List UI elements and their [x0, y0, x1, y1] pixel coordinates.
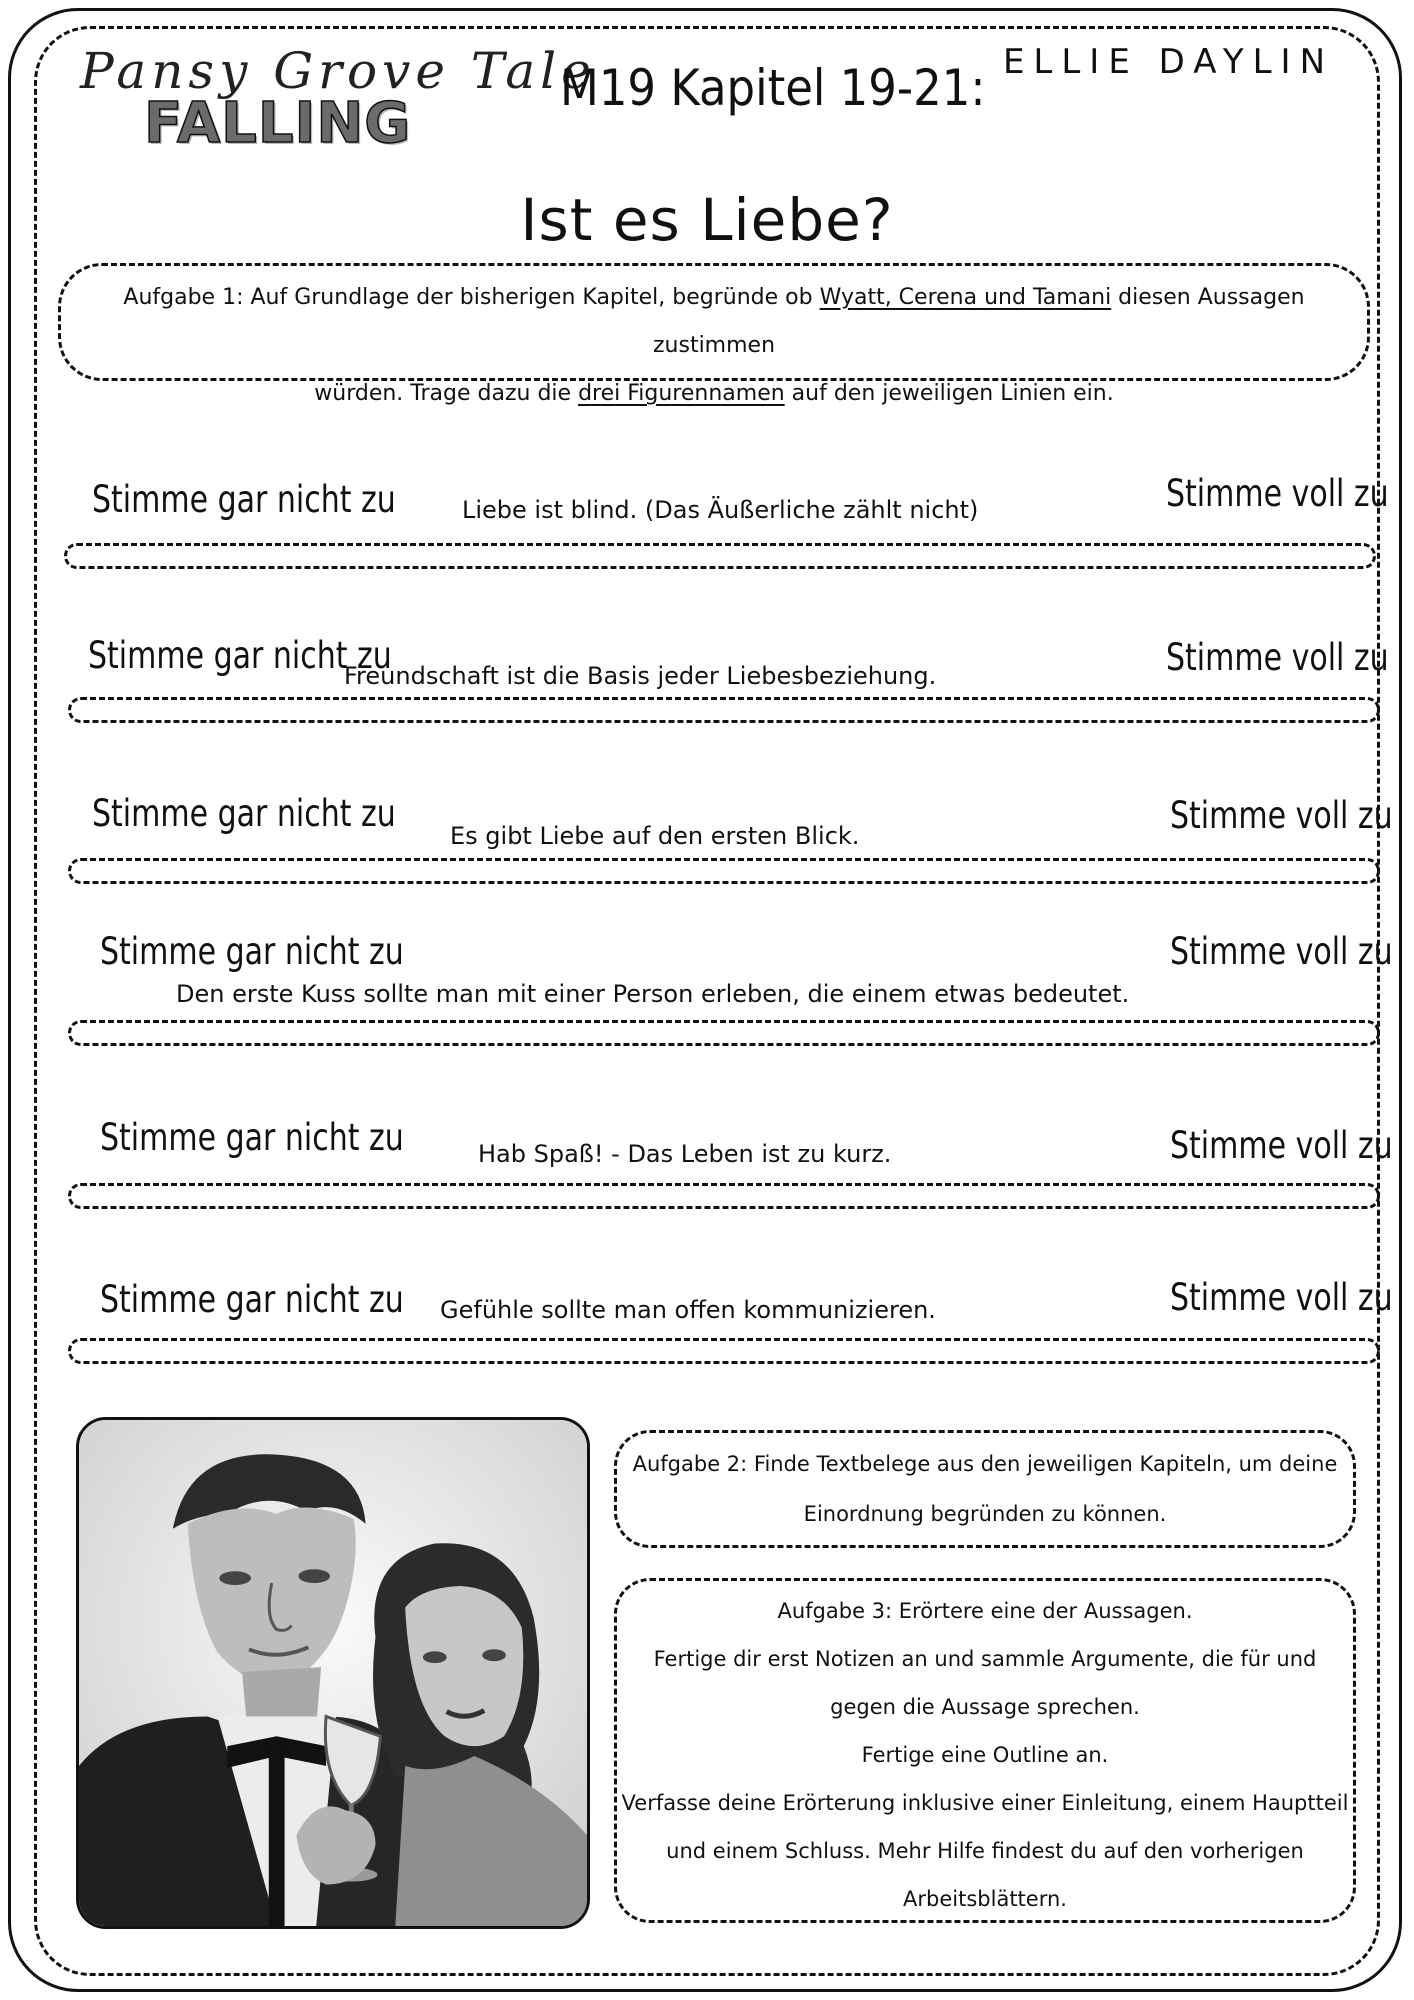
scale-left-label: Stimme gar nicht zu: [100, 930, 404, 974]
answer-line-6[interactable]: [68, 1338, 1380, 1364]
scale-right-label: Stimme voll zu: [1170, 1276, 1393, 1320]
task2-box: [614, 1430, 1356, 1548]
statement-2: Freundschaft ist die Basis jeder Liebesbeziehung.: [344, 662, 937, 690]
task3-line: Aufgabe 3: Erörtere eine der Aussagen.: [777, 1599, 1193, 1623]
task3-line: Fertige dir erst Notizen an und sammle Argumente, die für und: [653, 1647, 1317, 1671]
task1-text-part1: Aufgabe 1: Auf Grundlage der bisherigen Kapitel, begründe ob: [123, 285, 820, 310]
task1-text-part3: würden. Trage dazu die: [314, 381, 579, 406]
statement-5: Hab Spaß! - Das Leben ist zu kurz.: [478, 1140, 892, 1168]
couple-illustration: [76, 1417, 590, 1929]
statement-6: Gefühle sollte man offen kommunizieren.: [440, 1296, 936, 1324]
statement-1: Liebe ist blind. (Das Äußerliche zählt nicht): [462, 496, 979, 524]
statement-3: Es gibt Liebe auf den ersten Blick.: [450, 822, 860, 850]
task2-line: Einordnung begründen zu können.: [803, 1502, 1167, 1526]
answer-line-5[interactable]: [68, 1183, 1380, 1209]
task1-text-part2: diesen Aussagen zustimmen: [652, 285, 1305, 358]
task3-line: Verfasse deine Erörterung inklusive einer Einleitung, einem Hauptteil: [621, 1791, 1349, 1815]
scale-left-label: Stimme gar nicht zu: [100, 1116, 404, 1160]
task1-character-names: Wyatt, Cerena und Tamani: [819, 285, 1112, 310]
task3-line: gegen die Aussage sprechen.: [830, 1695, 1140, 1719]
page-title: Ist es Liebe?: [520, 186, 894, 254]
task3-line: Fertige eine Outline an.: [861, 1743, 1109, 1767]
task1-text-part4: auf den jeweiligen Linien ein.: [784, 381, 1114, 406]
logo-series-name: Pansy Grove Tale: [80, 42, 596, 100]
scale-left-label: Stimme gar nicht zu: [88, 634, 392, 678]
scale-right-label: Stimme voll zu: [1166, 636, 1389, 680]
task2-line: Aufgabe 2: Finde Textbelege aus den jeweiligen Kapiteln, um deine: [632, 1452, 1338, 1476]
scale-right-label: Stimme voll zu: [1170, 1124, 1393, 1168]
scale-left-label: Stimme gar nicht zu: [92, 792, 396, 836]
scale-right-label: Stimme voll zu: [1170, 794, 1393, 838]
task3-box: [614, 1578, 1356, 1923]
logo-title: FALLING: [144, 91, 412, 156]
answer-line-4[interactable]: [68, 1020, 1380, 1046]
scale-left-label: Stimme gar nicht zu: [92, 478, 396, 522]
answer-line-3[interactable]: [68, 858, 1380, 884]
task3-line: und einem Schluss. Mehr Hilfe findest du auf den vorherigen: [666, 1839, 1304, 1863]
author-name: ELLIE DAYLIN: [1002, 42, 1334, 82]
book-logo: [80, 40, 596, 160]
answer-line-1[interactable]: [64, 543, 1376, 569]
scale-left-label: Stimme gar nicht zu: [100, 1278, 404, 1322]
module-title: M19 Kapitel 19-21:: [560, 59, 986, 117]
statement-4: Den erste Kuss sollte man mit einer Person erleben, die einem etwas bedeutet.: [176, 980, 1130, 1008]
task1-box: [58, 263, 1370, 406]
scale-right-label: Stimme voll zu: [1170, 930, 1393, 974]
answer-line-2[interactable]: [68, 697, 1380, 723]
scale-right-label: Stimme voll zu: [1166, 472, 1389, 516]
task3-line: Arbeitsblättern.: [903, 1887, 1067, 1911]
task1-emphasis: drei Figurennamen: [578, 381, 785, 406]
